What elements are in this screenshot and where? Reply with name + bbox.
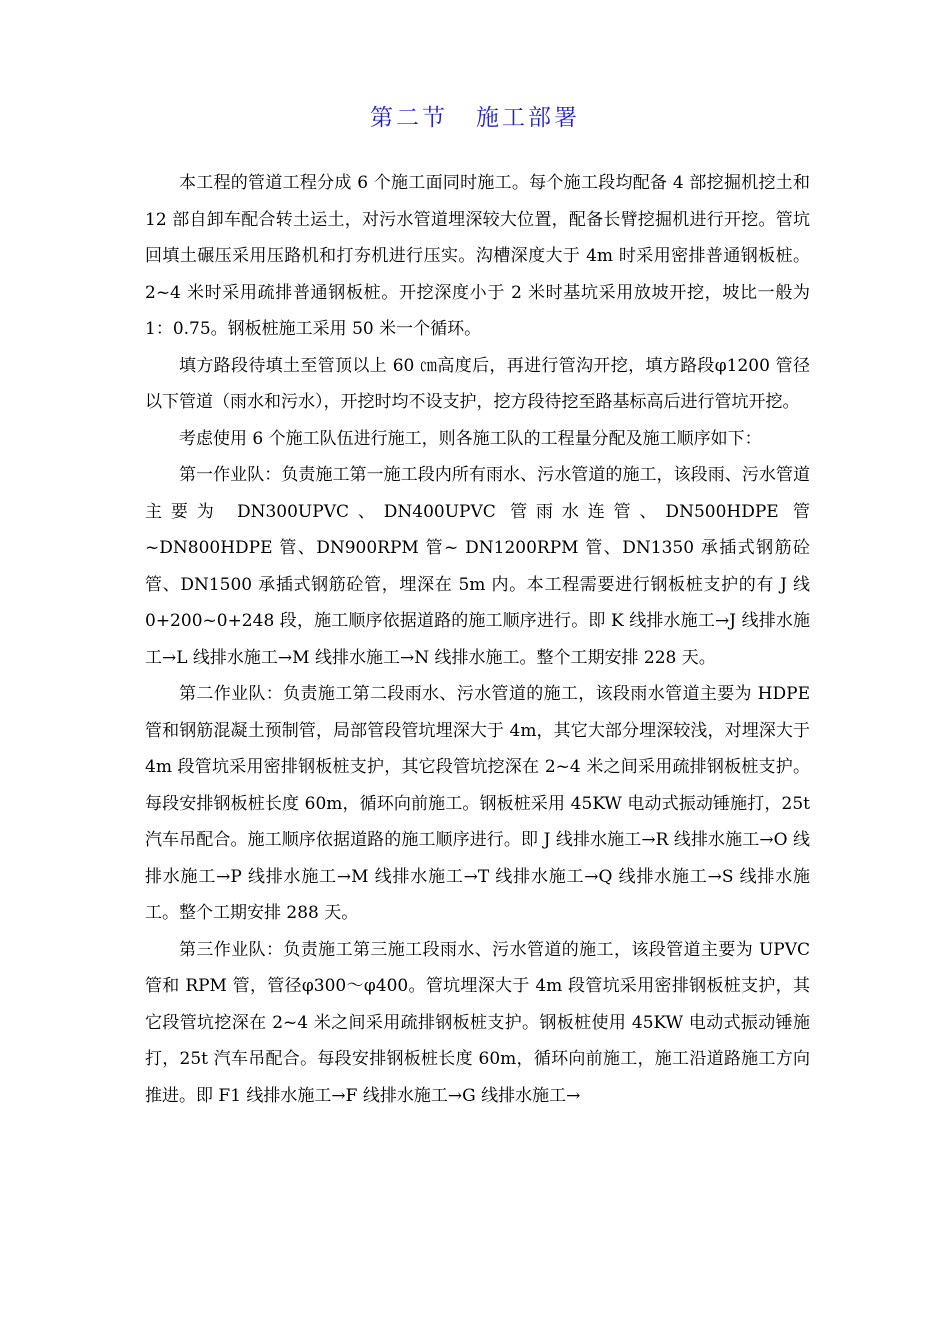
paragraph-team-1: 第一作业队：负责施工第一施工段内所有雨水、污水管道的施工，该段雨、污水管道主要为 DN300UPVC、DN400UPVC 管雨水连管、DN500HDPE 管~DN800HDPE 管、DN900RPM 管~ DN1200RPM 管、DN1350 承插式钢筋砼管、DN1500 承插式钢筋砼管，埋深在 5m 内。本工程需要进行钢板桩支护的有 J 线 0+200~0+248 段，施工顺序依据道路的施工顺序进行。即 K 线排水施工→J 线排水施工→L 线排水施工→M 线排水施工→N 线排水施工。整个工期安排 228 天。	[145, 465, 810, 668]
section-heading: 施工部署	[476, 105, 580, 131]
section-title	[0, 100, 950, 136]
section-number: 第二节	[370, 105, 448, 131]
paragraph-team-2: 第二作业队：负责施工第二段雨水、污水管道的施工，该段雨水管道主要为 HDPE 管和钢筋混凝土预制管，局部管段管坑埋深大于 4m，其它大部分埋深较浅，对埋深大于 4m 段管坑采用密排钢板桩支护，其它段管坑挖深在 2~4 米之间采用疏排钢板桩支护。每段安排钢板桩长度 60m，循环向前施工。钢板桩采用 45KW 电动式振动锤施打，25t 汽车吊配合。施工顺序依据道路的施工顺序进行。即 J 线排水施工→R 线排水施工→O 线排水施工→P 线排水施工→M 线排水施工→T 线排水施工→Q 线排水施工→S 线排水施工。整个工期安排 288 天。	[145, 684, 810, 923]
paragraph-team-allocation: 考虑使用 6 个施工队伍进行施工，则各施工队的工程量分配及施工顺序如下：	[179, 428, 762, 449]
paragraph-overview: 本工程的管道工程分成 6 个施工面同时施工。每个施工段均配备 4 部挖掘机挖土和 12 部自卸车配合转土运土，对污水管道埋深较大位置，配备长臂挖掘机进行开挖。管坑回填土碾压采用压路机和打夯机进行压实。沟槽深度大于 4m 时采用密排普通钢板桩。2~4 米时采用疏排普通钢板桩。开挖深度小于 2 米时基坑采用放坡开挖，坡比一般为 1：0.75。钢板桩施工采用 50 米一个循环。	[145, 173, 810, 339]
paragraph-fill-section: 填方路段待填土至管顶以上 60 ㎝高度后，再进行管沟开挖，填方路段φ1200 管径以下管道（雨水和污水），开挖时均不设支护，挖方段待挖至路基标高后进行管坑开挖。	[145, 355, 810, 412]
paragraph-team-3: 第三作业队：负责施工第三施工段雨水、污水管道的施工，该段管道主要为 UPVC 管和 RPM 管，管径φ300～φ400。管坑埋深大于 4m 段管坑采用密排钢板桩支护，其它段管坑挖深在 2~4 米之间采用疏排钢板桩支护。钢板桩使用 45KW 电动式振动锤施打，25t 汽车吊配合。每段安排钢板桩长度 60m，循环向前施工，施工沿道路施工方向推进。即 F1 线排水施工→F 线排水施工→G 线排水施工→	[145, 939, 810, 1106]
document-body	[145, 165, 810, 1114]
